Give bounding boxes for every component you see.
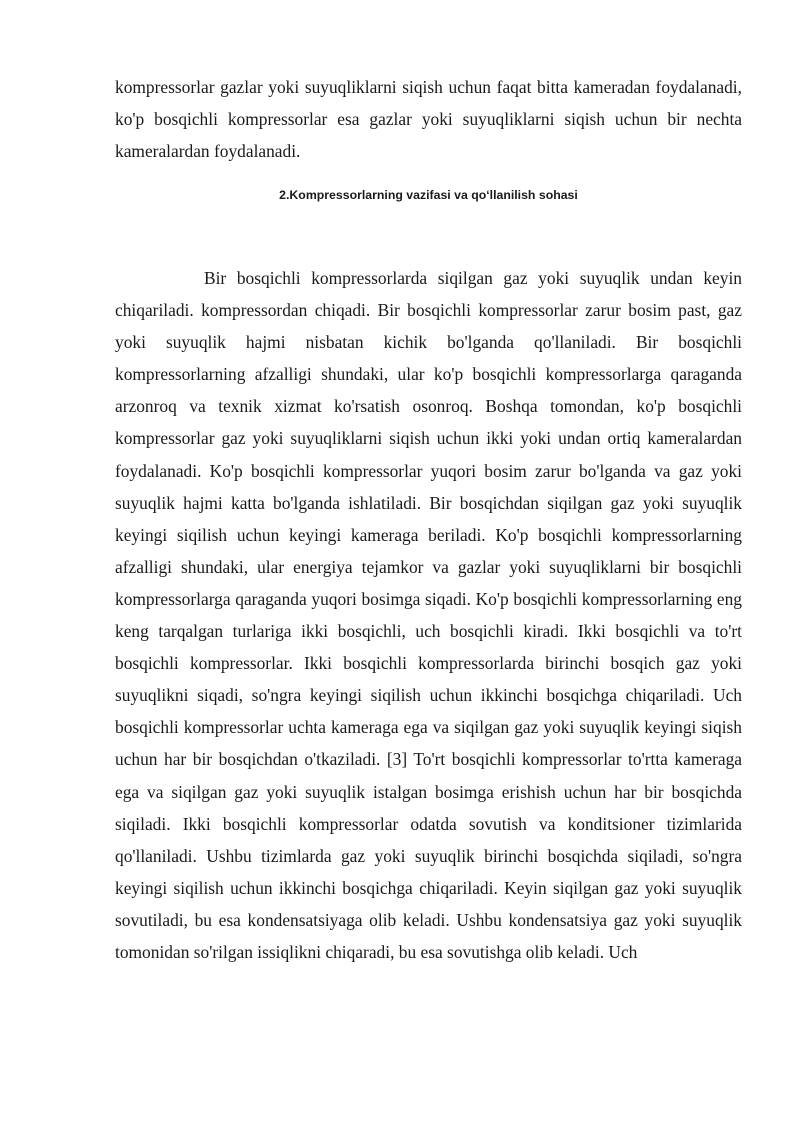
intro-paragraph: kompressorlar gazlar yoki suyuqliklarni siqish uchun faqat bitta kameradan foydalanadi, ko'p bosqichli kompressorlar esa gazlar yoki suyuqliklarni siqish uchun bir nechta kameralardan foydalanadi. xyxy=(115,77,742,162)
section-heading: 2.Kompressorlarning vazifasi va qoʻllanilish sohasi xyxy=(279,188,578,202)
body-paragraph: Bir bosqichli kompressorlarda siqilgan gaz yoki suyuqlik undan keyin chiqariladi. kompressordan chiqadi. Bir bosqichli kompressorlar zarur bosim past, gaz yoki suyuqlik hajmi nisbatan kichik bo'lganda qo'llaniladi. Bir bosqichli kompressorlarning afzalligi shundaki, ular ko'p bosqichli kompressorlarga qaraganda arzonroq va texnik xizmat ko'rsatish osonroq. Boshqa tomondan, ko'p bosqichli kompressorlar gaz yoki suyuqliklarni siqish uchun ikki yoki undan ortiq kameralardan foydalanadi. Ko'p bosqichli kompressorlar yuqori bosim zarur bo'lganda va gaz yoki suyuqlik hajmi katta bo'lganda ishlatiladi. Bir bosqichdan siqilgan gaz yoki suyuqlik keyingi siqilish uchun keyingi kameraga beriladi. Ko'p bosqichli kompressorlarning afzalligi shundaki, ular energiya tejamkor va gazlar yoki suyuqliklarni bir bosqichli kompressorlarga qaraganda yuqori bosimga siqadi. Ko'p bosqichli kompressorlarning eng keng tarqalgan turlariga ikki bosqichli, uch bosqichli kiradi. Ikki bosqichli va to'rt bosqichli kompressorlar. Ikki bosqichli kompressorlarda birinchi bosqich gaz yoki suyuqlikni siqadi, so'ngra keyingi siqilish uchun ikkinchi bosqichga chiqariladi. Uch bosqichli kompressorlar uchta kameraga ega va siqilgan gaz yoki suyuqlik keyingi siqish uchun har bir bosqichdan o'tkaziladi. [3] To'rt bosqichli kompressorlar to'rtta kameraga ega va siqilgan gaz yoki suyuqlik istalgan bosimga erishish uchun har bir bosqichda siqiladi. Ikki bosqichli kompressorlar odatda sovutish va konditsioner tizimlarida qo'llaniladi. Ushbu tizimlarda gaz yoki suyuqlik birinchi bosqichda siqiladi, so'ngra keyingi siqilish uchun ikkinchi bosqichga chiqariladi. Keyin siqilgan gaz yoki suyuqlik sovutiladi, bu esa kondensatsiyaga olib keladi. Ushbu kondensatsiya gaz yoki suyuqlik tomonidan so'rilgan issiqlikni chiqaradi, bu esa sovutishga olib keladi. Uch xyxy=(115,268,742,962)
